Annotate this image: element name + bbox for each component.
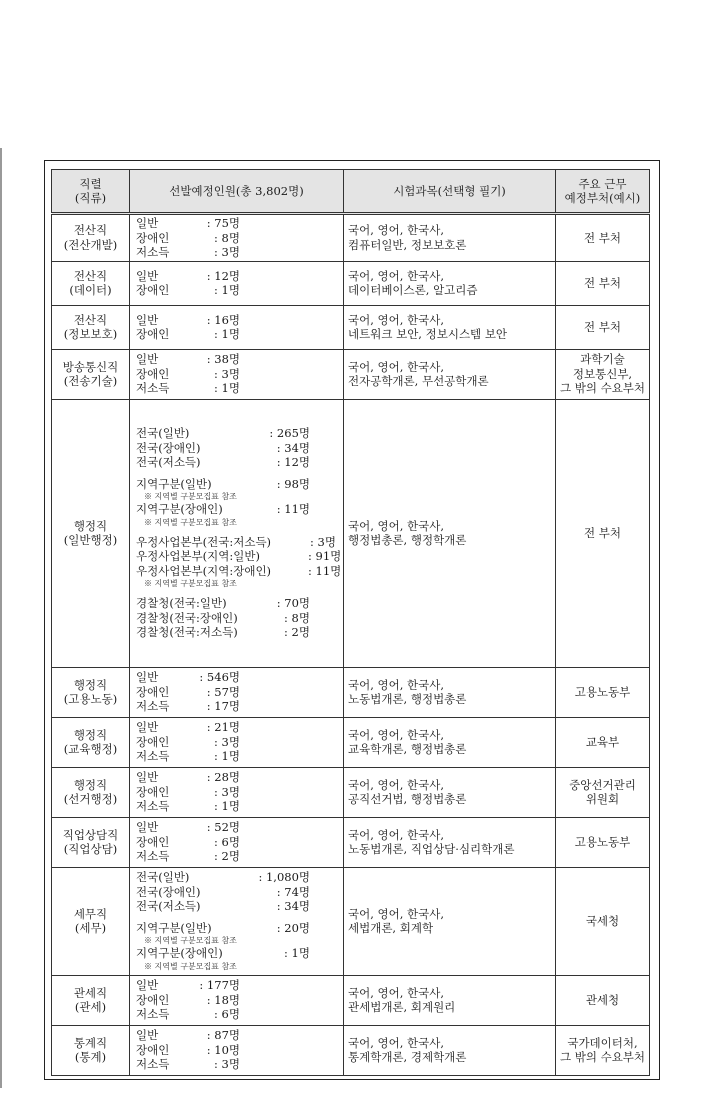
quota-line — [136, 946, 339, 961]
quota-line — [136, 899, 339, 914]
department-cell — [556, 717, 650, 767]
reference-note: ※ 지역별 구분모집표 참조 — [144, 961, 237, 971]
quota-line — [136, 313, 339, 328]
reference-note: ※ 지역별 구분모집표 참조 — [144, 517, 237, 527]
quota-line — [136, 283, 339, 298]
department-line: 전 부처 — [584, 230, 621, 245]
position-category-line: (관세) — [74, 1000, 107, 1014]
header-subjects: 시험과목(선택형 필기) — [344, 170, 556, 214]
table-row — [52, 817, 650, 867]
quota-label: 장애인 — [136, 834, 170, 849]
quota-label: 저소득 — [136, 699, 170, 714]
quota-line — [136, 1028, 339, 1043]
quota-count: : 3명 — [214, 1057, 240, 1072]
quota-group — [136, 670, 339, 714]
quota-line — [136, 849, 339, 864]
quota-line — [136, 455, 339, 470]
quota-count: : 3명 — [214, 734, 240, 749]
quota-group — [136, 1028, 339, 1072]
department-line: 전 부처 — [584, 275, 621, 290]
quota-group — [136, 352, 339, 396]
exam-subjects-line: 국어, 영어, 한국사, — [348, 727, 445, 742]
quota-line — [136, 477, 339, 492]
position-category-cell — [52, 349, 130, 399]
department-line: 그 밖의 수요부처 — [559, 1050, 646, 1064]
quota-line — [136, 596, 339, 611]
quota-label: 저소득 — [136, 245, 170, 259]
quota-line — [136, 269, 339, 284]
department-cell — [556, 767, 650, 817]
quota-count: : 12명 — [206, 268, 240, 283]
department-line: 고용노동부 — [574, 684, 631, 699]
exam-subjects-line: 국어, 영어, 한국사, — [348, 985, 445, 1000]
quota-group — [136, 978, 339, 1022]
quota-label: 저소득 — [136, 799, 170, 814]
quota-cell — [130, 349, 344, 399]
position-category-cell — [52, 214, 130, 262]
quota-line — [136, 502, 339, 517]
exam-subjects-line: 네트워크 보안, 정보시스템 보안 — [348, 327, 508, 341]
exam-subjects-cell — [344, 261, 556, 305]
position-category-line: 통계직 — [73, 1035, 108, 1050]
table-row — [52, 975, 650, 1025]
quota-cell — [130, 667, 344, 717]
department-line: 과학기술 — [580, 352, 625, 367]
quota-count: : 3명 — [214, 366, 240, 381]
position-category-line: (교육행정) — [63, 742, 118, 756]
exam-subjects-cell — [344, 214, 556, 262]
position-category-cell — [52, 975, 130, 1025]
position-category-line: (고용노동) — [63, 692, 118, 706]
quota-cell — [130, 305, 344, 349]
position-category-line: (정보보호) — [63, 327, 118, 341]
table-row — [52, 399, 650, 667]
quota-count: : 1명 — [214, 283, 240, 297]
position-category-line: 직업상담직 — [62, 827, 119, 842]
quota-cell — [130, 1025, 344, 1075]
reference-note: ※ 지역별 구분모집표 참조 — [144, 492, 237, 502]
quota-label: 일반 — [136, 312, 159, 327]
quota-label: 지역구분(일반) — [136, 920, 212, 935]
quota-count: : 6명 — [214, 834, 240, 849]
quota-label: 전국(저소득) — [136, 899, 201, 914]
quota-group — [136, 216, 339, 260]
position-category-line: (통계) — [74, 1050, 107, 1064]
quota-label: 장애인 — [136, 784, 170, 799]
quota-label: 전국(일반) — [136, 870, 190, 885]
quota-line — [136, 820, 339, 835]
table-header — [52, 170, 650, 214]
position-category-cell — [52, 261, 130, 305]
quota-line — [136, 231, 339, 246]
exam-subjects-line: 국어, 영어, 한국사, — [348, 1035, 445, 1050]
quota-label: 일반 — [136, 1028, 159, 1043]
quota-count: : 21명 — [206, 720, 240, 735]
group-gap — [136, 914, 339, 921]
quota-count: : 28명 — [206, 770, 240, 785]
quota-line — [136, 535, 339, 550]
position-category-line: 전산직 — [73, 223, 108, 238]
quota-cell — [130, 867, 344, 975]
quota-count: : 17명 — [206, 699, 240, 714]
position-category-line: 행정직 — [73, 677, 108, 692]
quota-count: : 87명 — [206, 1028, 240, 1043]
quota-line — [136, 625, 339, 640]
reference-note: ※ 지역별 구분모집표 참조 — [144, 579, 237, 589]
quota-label: 장애인 — [136, 684, 170, 699]
exam-subjects-cell — [344, 305, 556, 349]
quota-line — [136, 327, 339, 342]
position-category-line: 세무직 — [73, 906, 108, 921]
quota-count: : 2명 — [284, 625, 310, 640]
exam-subjects-line: 노동법개론, 행정법총론 — [348, 692, 467, 706]
exam-subjects-line: 전자공학개론, 무선공학개론 — [348, 374, 489, 388]
department-line: 국세청 — [585, 913, 620, 928]
department-line: 정보통신부, — [572, 366, 633, 381]
exam-subjects-cell — [344, 667, 556, 717]
quota-line — [136, 921, 339, 936]
quota-cell — [130, 214, 344, 262]
quota-count: : 6명 — [214, 1007, 240, 1022]
quota-group — [136, 720, 339, 764]
quota-line — [136, 441, 339, 456]
quota-count: : 20명 — [276, 920, 310, 935]
quota-count: : 16명 — [206, 312, 240, 327]
quota-label: 우정사업본부(지역:장애인) — [136, 563, 272, 578]
quota-line — [136, 735, 339, 750]
exam-subjects-cell — [344, 975, 556, 1025]
quota-label: 경찰청(전국:일반) — [136, 596, 227, 611]
quota-line — [136, 549, 342, 564]
position-category-cell — [52, 867, 130, 975]
quota-count: : 98명 — [276, 476, 310, 491]
quota-label: 지역구분(일반) — [136, 476, 212, 491]
quota-count: : 75명 — [206, 216, 240, 230]
position-category-line: 방송통신직 — [62, 359, 119, 374]
recruitment-table — [51, 169, 650, 1076]
department-cell — [556, 349, 650, 399]
position-category-cell — [52, 717, 130, 767]
quota-count: : 1명 — [214, 799, 240, 814]
header-quota: 선발예정인원(총 3,802명) — [130, 170, 344, 214]
department-cell — [556, 667, 650, 717]
position-category-cell — [52, 305, 130, 349]
department-line: 그 밖의 수요부처 — [559, 381, 646, 396]
position-category-line: 행정직 — [73, 777, 108, 792]
quota-line — [136, 685, 339, 700]
quota-line — [136, 563, 342, 579]
quota-count: : 1명 — [284, 946, 310, 961]
position-category-cell — [52, 399, 130, 667]
quota-label: 전국(장애인) — [136, 440, 201, 455]
quota-line — [136, 799, 339, 814]
quota-count: : 3명 — [214, 784, 240, 799]
quota-group — [136, 921, 339, 972]
quota-label: 일반 — [136, 216, 159, 230]
quota-label: 저소득 — [136, 381, 170, 396]
quota-count: : 1명 — [214, 327, 240, 341]
header-department: 주요 근무 예정부처(예시) — [556, 170, 650, 214]
position-category-line: (선거행정) — [63, 792, 118, 806]
quota-label: 우정사업본부(지역:일반) — [136, 549, 260, 564]
quota-count: : 70명 — [276, 596, 310, 611]
quota-count: : 1명 — [214, 381, 240, 396]
exam-subjects-line: 데이터베이스론, 알고리즘 — [348, 283, 478, 297]
quota-label: 일반 — [136, 352, 159, 367]
quota-label: 장애인 — [136, 992, 170, 1007]
exam-subjects-line: 통계학개론, 경제학개론 — [348, 1050, 467, 1064]
quota-count: : 177명 — [199, 978, 240, 993]
exam-subjects-line: 국어, 영어, 한국사, — [348, 312, 445, 327]
quota-count: : 18명 — [206, 992, 240, 1007]
department-line: 전 부처 — [584, 319, 621, 334]
quota-count: : 38명 — [206, 352, 240, 367]
position-category-line: (세무) — [74, 921, 107, 935]
quota-count: : 265명 — [269, 426, 310, 441]
quota-label: 전국(저소득) — [136, 455, 201, 470]
quota-label: 일반 — [136, 978, 159, 993]
position-category-cell — [52, 667, 130, 717]
header-row — [52, 170, 650, 214]
exam-subjects-cell — [344, 717, 556, 767]
exam-subjects-cell — [344, 399, 556, 667]
quota-label: 일반 — [136, 770, 159, 785]
quota-cell — [130, 817, 344, 867]
exam-subjects-cell — [344, 817, 556, 867]
department-line: 고용노동부 — [574, 834, 631, 849]
department-cell — [556, 817, 650, 867]
quota-count: : 34명 — [276, 440, 310, 455]
exam-subjects-line: 세법개론, 회계학 — [348, 921, 434, 935]
quota-count: : 11명 — [308, 563, 342, 578]
quota-cell — [130, 261, 344, 305]
quota-count: : 91명 — [308, 549, 342, 564]
department-cell — [556, 975, 650, 1025]
table-body — [52, 214, 650, 1076]
position-category-line: 행정직 — [73, 727, 108, 742]
quota-count: : 11명 — [276, 502, 310, 517]
department-line: 위원회 — [585, 792, 620, 806]
quota-count: : 8명 — [214, 230, 240, 245]
quota-line — [136, 245, 339, 260]
position-category-line: (데이터) — [69, 283, 112, 297]
department-line: 전 부처 — [584, 525, 621, 540]
table-row — [52, 667, 650, 717]
position-category-line: (일반행정) — [63, 533, 118, 547]
quota-count: : 3명 — [310, 534, 336, 549]
department-cell — [556, 399, 650, 667]
quota-count: : 10명 — [206, 1042, 240, 1057]
quota-count: : 12명 — [276, 455, 310, 470]
exam-subjects-cell — [344, 1025, 556, 1075]
exam-subjects-line: 컴퓨터일반, 정보보호론 — [348, 237, 467, 252]
quota-count: : 34명 — [276, 899, 310, 914]
department-line: 중앙선거관리 — [569, 777, 636, 792]
quota-line — [136, 216, 339, 231]
position-category-line: 전산직 — [73, 312, 108, 327]
quota-count: : 74명 — [276, 884, 310, 899]
table-row — [52, 261, 650, 305]
group-gap — [136, 470, 339, 477]
header-category: 직렬 (직류) — [52, 170, 130, 214]
exam-subjects-cell — [344, 867, 556, 975]
table-row — [52, 305, 650, 349]
quota-line — [136, 785, 339, 800]
quota-line — [136, 352, 339, 367]
quota-cell — [130, 399, 344, 667]
table-row — [52, 767, 650, 817]
quota-label: 경찰청(전국:저소득) — [136, 625, 238, 640]
exam-subjects-line: 노동법개론, 직업상담·심리학개론 — [348, 842, 515, 856]
quota-line — [136, 670, 339, 685]
quota-label: 우정사업본부(전국:저소득) — [136, 534, 272, 549]
position-category-line: (직업상담) — [63, 842, 118, 856]
quota-group — [136, 269, 339, 298]
quota-label: 일반 — [136, 670, 159, 685]
department-cell — [556, 867, 650, 975]
quota-count: : 2명 — [214, 849, 240, 864]
quota-label: 장애인 — [136, 283, 170, 297]
quota-label: 경찰청(전국:장애인) — [136, 610, 238, 625]
position-category-cell — [52, 817, 130, 867]
quota-count: : 546명 — [199, 670, 240, 685]
quota-label: 지역구분(장애인) — [136, 502, 223, 517]
reference-note: ※ 지역별 구분모집표 참조 — [144, 936, 237, 946]
exam-subjects-line: 국어, 영어, 한국사, — [348, 827, 445, 842]
quota-group — [136, 820, 339, 864]
department-cell — [556, 261, 650, 305]
table-row — [52, 1025, 650, 1075]
quota-count: : 57명 — [206, 684, 240, 699]
quota-line — [136, 1007, 339, 1022]
table-row — [52, 214, 650, 262]
table-row — [52, 349, 650, 399]
quota-label: 일반 — [136, 720, 159, 735]
quota-group — [136, 770, 339, 814]
quota-line — [136, 426, 339, 441]
department-line: 관세청 — [585, 992, 620, 1007]
department-cell — [556, 214, 650, 262]
position-category-line: 전산직 — [73, 268, 108, 283]
quota-count: : 1,080명 — [258, 870, 310, 885]
quota-label: 장애인 — [136, 734, 170, 749]
group-gap — [136, 589, 339, 596]
quota-line — [136, 978, 339, 993]
position-category-line: (전산개발) — [63, 237, 118, 252]
quota-group — [136, 426, 339, 470]
quota-line — [136, 770, 339, 785]
quota-group — [136, 477, 339, 528]
exam-subjects-line: 행정법총론, 행정학개론 — [348, 533, 467, 547]
position-category-line: (전송기술) — [63, 374, 118, 388]
exam-subjects-line: 국어, 영어, 한국사, — [348, 777, 445, 792]
quota-label: 장애인 — [136, 366, 170, 381]
quota-line — [136, 381, 339, 396]
page-edge-rule — [0, 148, 2, 1088]
quota-cell — [130, 717, 344, 767]
quota-line — [136, 611, 339, 626]
quota-label: 장애인 — [136, 1042, 170, 1057]
exam-subjects-line: 국어, 영어, 한국사, — [348, 268, 445, 283]
quota-label: 전국(장애인) — [136, 884, 201, 899]
quota-line — [136, 993, 339, 1008]
department-line: 교육부 — [585, 734, 620, 749]
exam-subjects-line: 국어, 영어, 한국사, — [348, 677, 445, 692]
quota-line — [136, 870, 339, 885]
quota-line — [136, 885, 339, 900]
quota-label: 저소득 — [136, 1057, 170, 1072]
quota-label: 장애인 — [136, 230, 170, 245]
position-category-cell — [52, 1025, 130, 1075]
quota-label: 일반 — [136, 820, 159, 835]
quota-group — [136, 313, 339, 342]
position-category-line: 관세직 — [73, 985, 108, 1000]
exam-subjects-line: 국어, 영어, 한국사, — [348, 906, 445, 921]
quota-label: 일반 — [136, 268, 159, 283]
table-row — [52, 717, 650, 767]
exam-subjects-line: 국어, 영어, 한국사, — [348, 359, 445, 374]
quota-count: : 1명 — [214, 749, 240, 764]
quota-label: 장애인 — [136, 327, 170, 341]
quota-label: 저소득 — [136, 749, 170, 764]
position-category-line: 행정직 — [73, 518, 108, 533]
quota-line — [136, 367, 339, 382]
position-category-cell — [52, 767, 130, 817]
quota-label: 지역구분(장애인) — [136, 946, 223, 961]
exam-subjects-cell — [344, 349, 556, 399]
department-line: 국가데이터처, — [567, 1035, 638, 1050]
quota-count: : 3명 — [214, 245, 240, 259]
quota-line — [136, 835, 339, 850]
quota-line — [136, 699, 339, 714]
exam-subjects-line: 교육학개론, 행정법총론 — [348, 742, 467, 756]
exam-subjects-line: 관세법개론, 회계원리 — [348, 1000, 456, 1014]
group-gap — [136, 528, 339, 535]
department-cell — [556, 1025, 650, 1075]
quota-cell — [130, 767, 344, 817]
quota-group — [136, 596, 339, 640]
quota-count: : 52명 — [206, 820, 240, 835]
quota-line — [136, 749, 339, 764]
quota-cell — [130, 975, 344, 1025]
quota-line — [136, 1057, 339, 1072]
exam-subjects-line: 국어, 영어, 한국사, — [348, 223, 445, 238]
exam-subjects-line: 국어, 영어, 한국사, — [348, 518, 445, 533]
quota-group — [136, 534, 342, 590]
quota-label: 저소득 — [136, 1007, 170, 1022]
department-cell — [556, 305, 650, 349]
exam-subjects-line: 공직선거법, 행정법총론 — [348, 792, 467, 806]
exam-subjects-cell — [344, 767, 556, 817]
quota-label: 전국(일반) — [136, 426, 190, 441]
document-frame — [44, 160, 660, 1080]
quota-line — [136, 720, 339, 735]
quota-group — [136, 870, 339, 914]
quota-count: : 8명 — [284, 610, 310, 625]
quota-label: 저소득 — [136, 849, 170, 864]
quota-line — [136, 1043, 339, 1058]
table-row — [52, 867, 650, 975]
